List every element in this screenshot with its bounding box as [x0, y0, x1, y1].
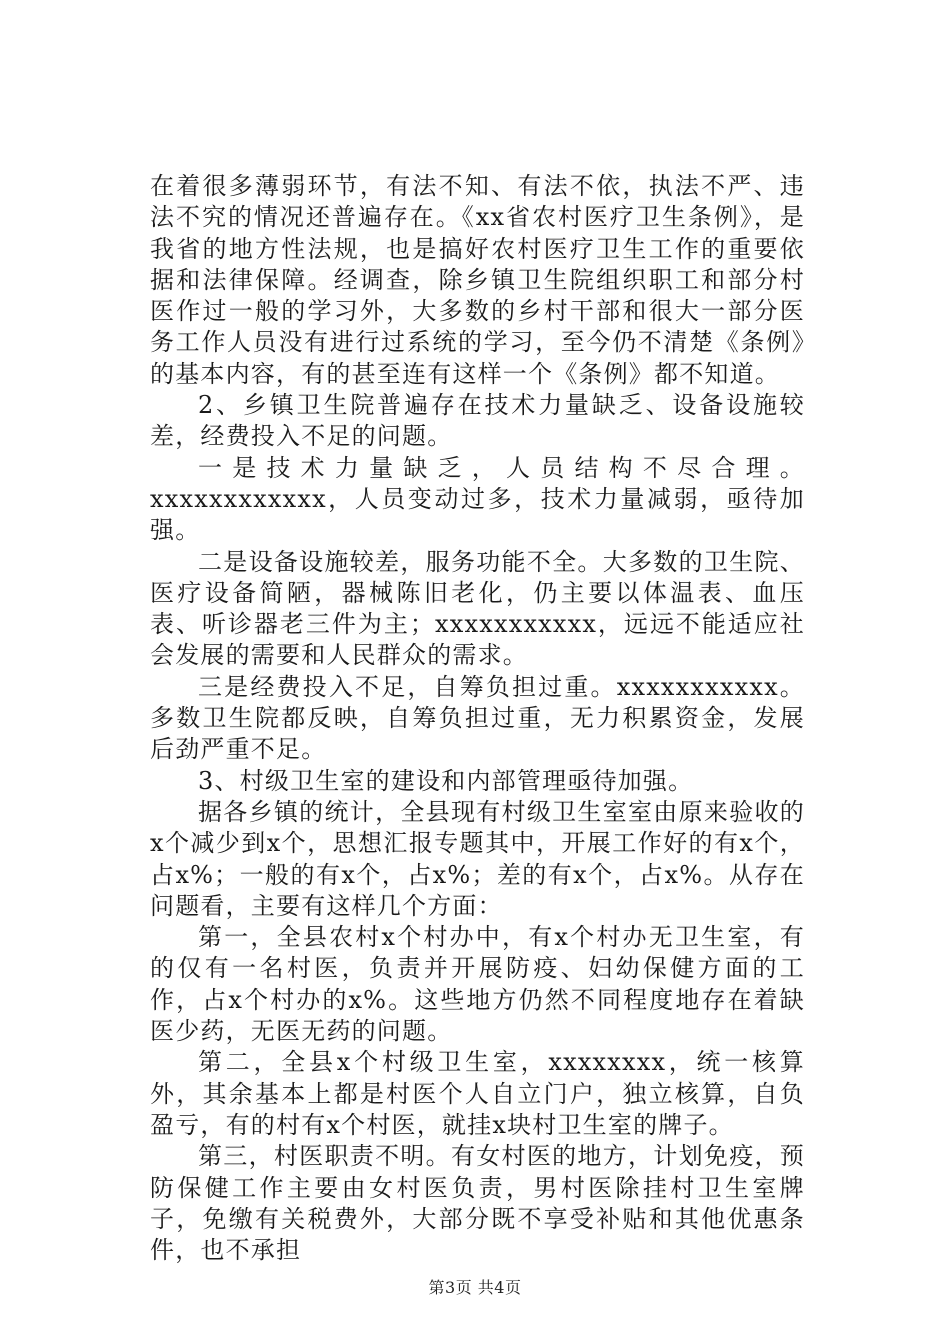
document-body	[150, 171, 805, 1266]
paragraph-6: 3、村级卫生室的建设和内部管理亟待加强。	[198, 766, 694, 795]
paragraph-9: 第二，全县x个村级卫生室，xxxxxxxx，统一核算外，其余基本上都是村医个人自立门户，独立核算，自负盈亏，有的村有x个村医，就挂x块村卫生室的牌子。	[150, 1048, 805, 1139]
paragraph-5: 三是经费投入不足，自筹负担过重。xxxxxxxxxxx。多数卫生院都反映，自筹负担过重，无力积累资金，发展后劲严重不足。	[150, 672, 805, 764]
paragraph-4: 二是设备设施较差，服务功能不全。大多数的卫生院、医疗设备简陋，器械陈旧老化，仍主要以体温表、血压表、听诊器老三件为主；xxxxxxxxxxx，远远不能适应社会发展的需要和人民群众的需求。	[150, 547, 805, 670]
paragraph-8: 第一，全县农村x个村办中，有x个村办无卫生室，有的仅有一名村医，负责并开展防疫、妇幼保健方面的工作，占x个村办的x%。这些地方仍然不同程度地存在着缺医少药，无医无药的问题。	[150, 923, 805, 1046]
paragraph-1: 在着很多薄弱环节，有法不知、有法不依，执法不严、违法不究的情况还普遍存在。《xx省农村医疗卫生条例》，是我省的地方性法规，也是搞好农村医疗卫生工作的重要依据和法律保障。经调查，除乡镇卫生院组织职工和部分村医作过一般的学习外，大多数的乡村干部和很大一部分医务工作人员没有进行过系统的学习，至今仍不清楚《条例》的基本内容，有的甚至连有这样一个《条例》都不知道。	[150, 172, 805, 388]
page-number-footer: 第3页 共4页	[428, 1278, 522, 1297]
paragraph-7: 据各乡镇的统计，全县现有村级卫生室室由原来验收的x个减少到x个，思想汇报专题其中，开展工作好的有x个，占x%；一般的有x个，占x%；差的有x个，占x%。从存在问题看，主要有这样几个方面：	[150, 797, 805, 920]
paragraph-3: 一是技术力量缺乏，人员结构不尽合理。xxxxxxxxxxxx，人员变动过多，技术力量减弱，亟待加强。	[150, 453, 805, 545]
paragraph-10: 第三，村医职责不明。有女村医的地方，计划免疫，预防保健工作主要由女村医负责，男村医除挂村卫生室牌子，免缴有关税费外，大部分既不享受补贴和其他优惠条件，也不承担	[150, 1142, 805, 1265]
paragraph-2: 2、乡镇卫生院普遍存在技术力量缺乏、设备设施较差，经费投入不足的问题。	[150, 391, 805, 451]
